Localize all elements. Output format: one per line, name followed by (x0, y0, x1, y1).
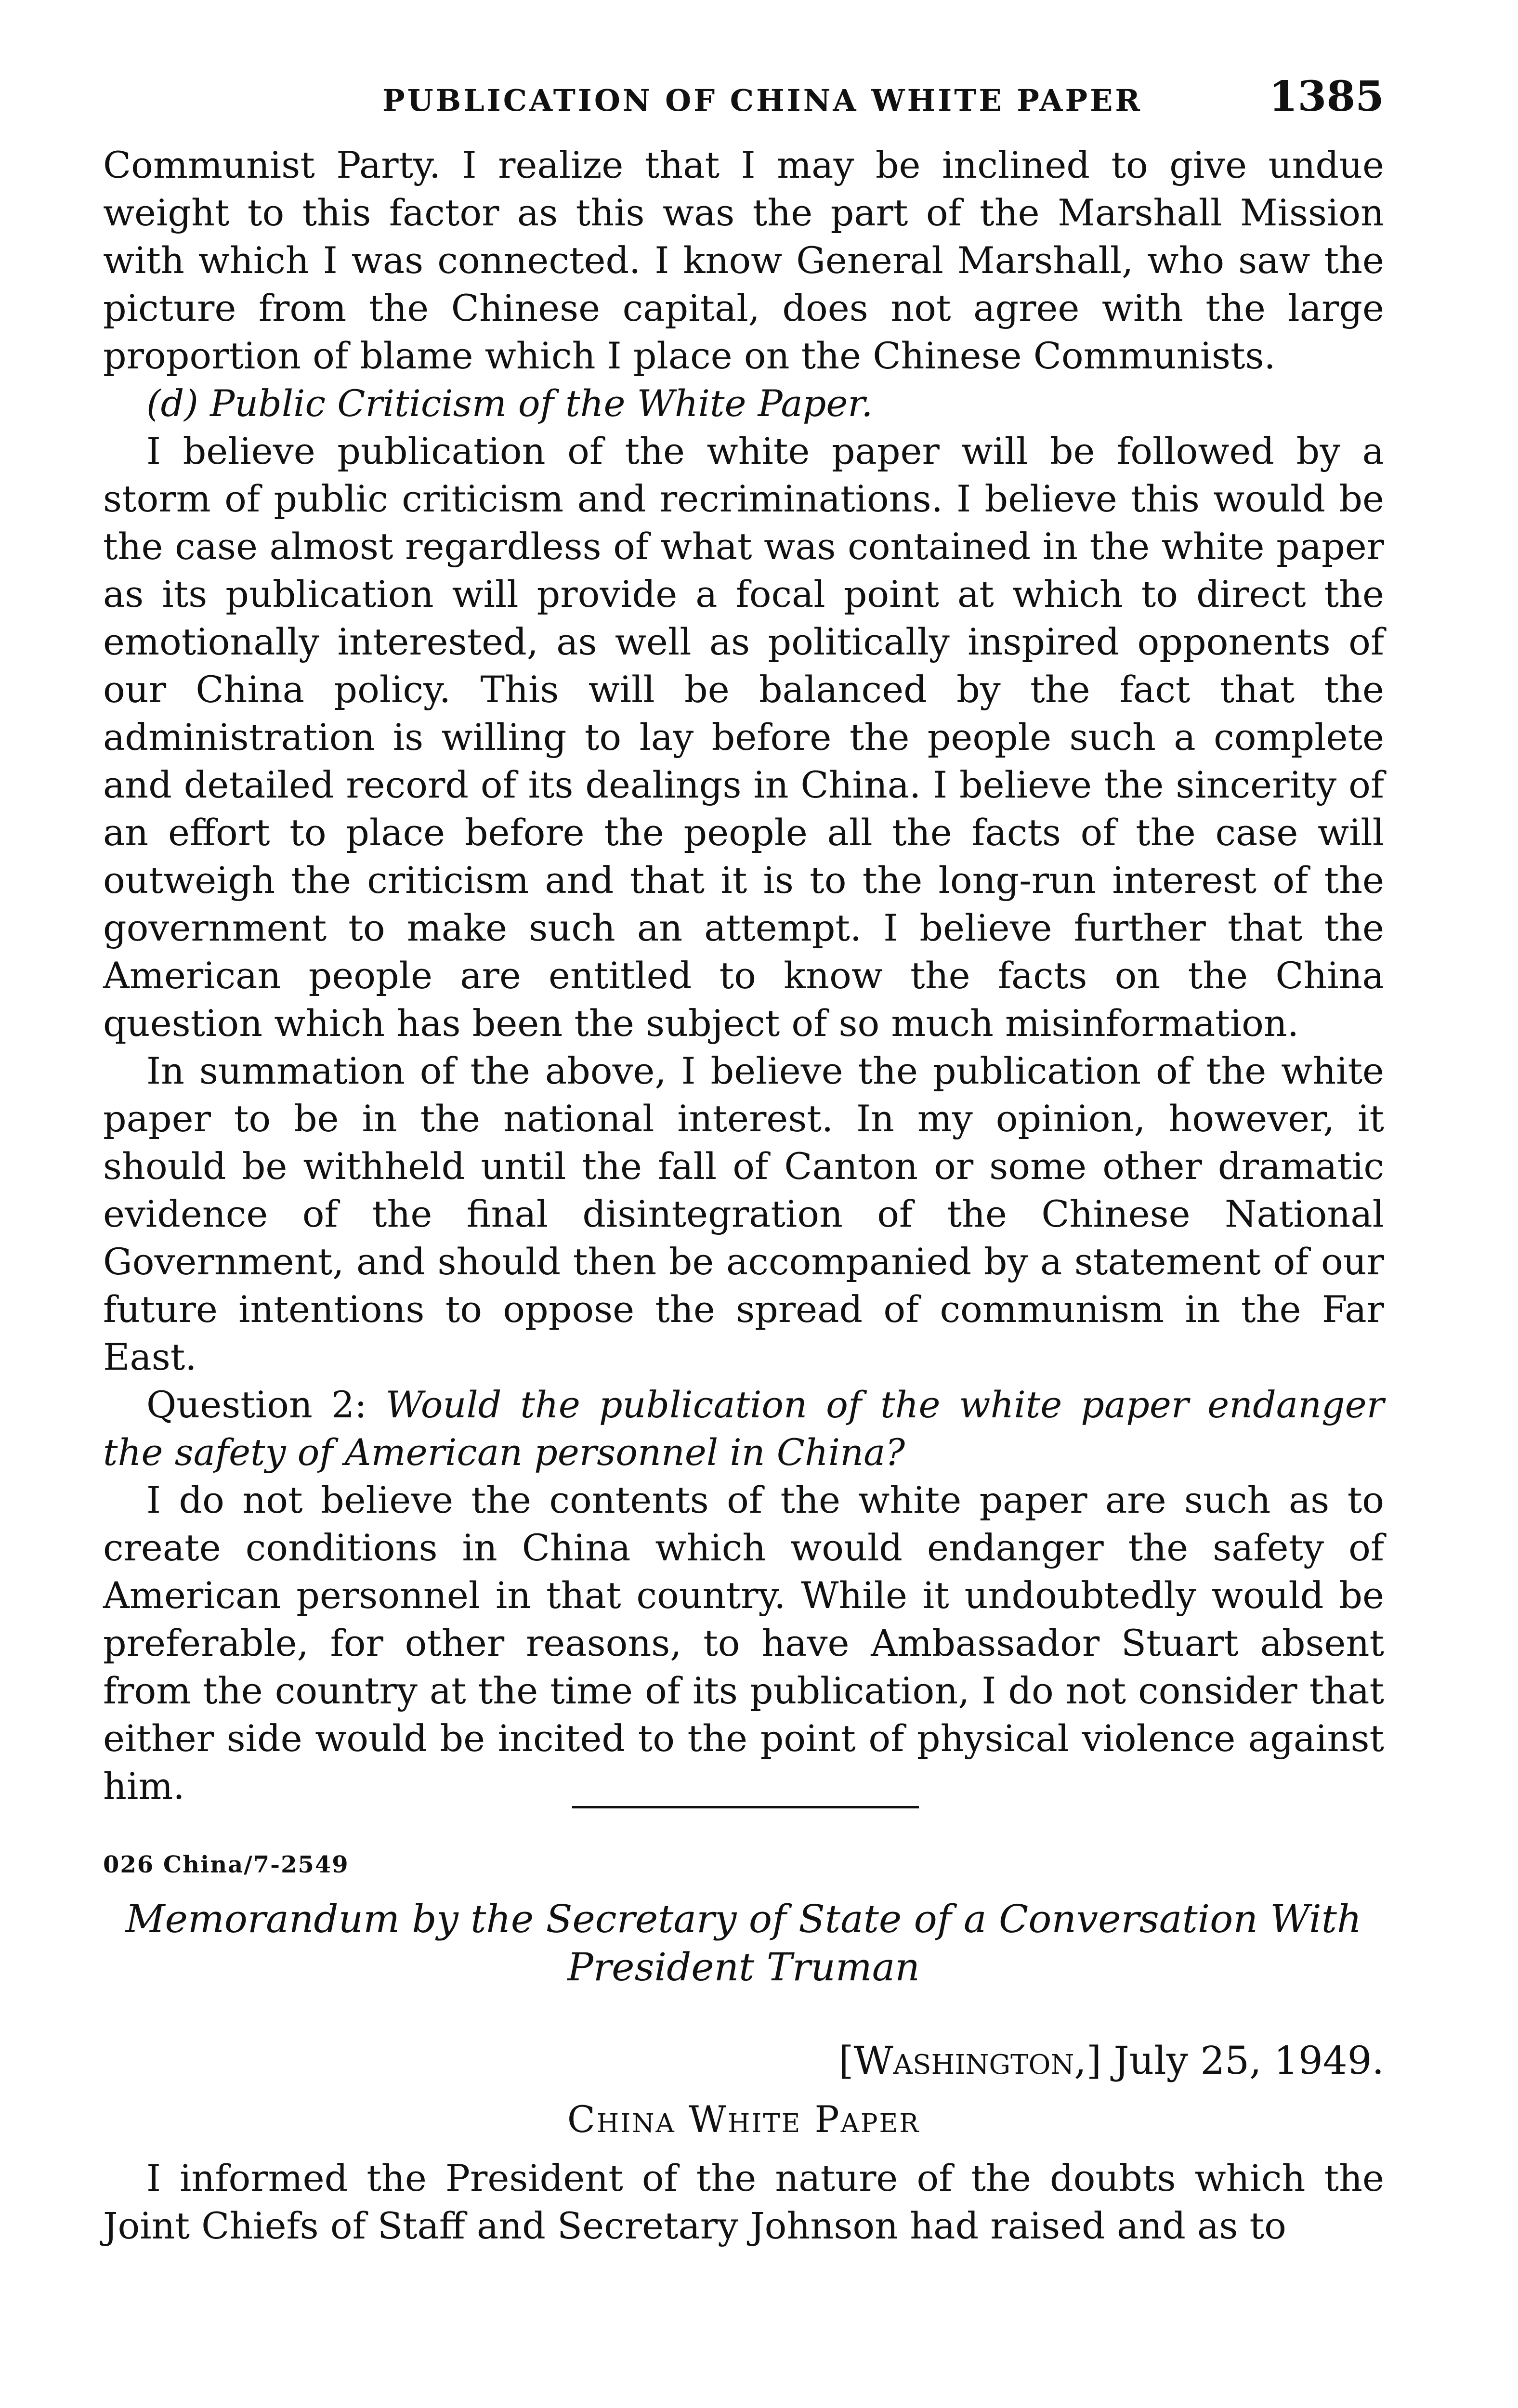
question-2-text: Would the publication of the white paper endanger the safety of American personnel in China? (103, 1383, 1384, 1474)
paragraph-public-criticism: I believe publication of the white paper will be followed by a storm of public criticism and recriminations. I believe this would be the case almost regardless of what was contained in the white paper as its publication will provide a focal point at which to direct the emotionally interested, as well as politically inspired opponents of our China policy. This will be balanced by the fact that the administration is willing to lay before the people such a complete and detailed record of its dealings in China. I believe the sincerity of an effort to place before the people all the facts of the case will outweigh the criticism and that it is to the long-run interest of the government to make such an attempt. I believe further that the American people are entitled to know the facts on the China question which has been the subject of so much misinformation. (103, 430, 1384, 1045)
dateline (838, 2038, 1384, 2083)
question-2 (103, 1381, 1384, 1476)
question-2-label: Question 2: (146, 1383, 367, 1426)
page-header (103, 72, 1384, 120)
running-head: PUBLICATION OF CHINA WHITE PAPER (382, 83, 1142, 118)
body-text (103, 141, 1384, 1810)
paragraph-safety: I do not believe the contents of the white paper are such as to create conditions in China which would endanger the safety of American personnel in that country. While it undoubtedly would be preferable, for other reasons, to have Ambassador Stuart absent from the country at the time of its publication, I do not consider that either side would be incited to the point of physical violence against him. (103, 1479, 1384, 1807)
file-reference: 026 China/7-2549 (103, 1851, 349, 1878)
memo-title-line-1: Memorandum by the Secretary of State of a Conversation With (125, 1897, 1362, 1941)
dateline-place: [Washington,] (838, 2038, 1102, 2083)
section-label-d: (d) (146, 382, 198, 425)
memo-title-line-2: President Truman (567, 1945, 920, 1989)
section-divider (572, 1806, 919, 1808)
dateline-date: July 25, 1949. (1113, 2038, 1384, 2083)
memo-body (103, 2154, 1384, 2250)
section-heading-d (103, 380, 1384, 427)
section-title-d: Public Criticism of the White Paper. (210, 382, 873, 425)
paragraph-summation: In summation of the above, I believe the publication of the white paper to be in the national interest. In my opinion, however, it should be withheld until the fall of Canton or some other dramatic evidence of the final disintegration of the Chinese National Government, and should then be accompanied by a statement of our future intentions to oppose the spread of communism in the Far East. (103, 1049, 1384, 1378)
memo-paragraph-1: I informed the President of the nature of the doubts which the Joint Chiefs of Staff and Secretary Johnson had raised and as to (103, 2157, 1384, 2247)
memo-title (103, 1895, 1384, 1991)
page-number: 1385 (1269, 72, 1384, 121)
paragraph-continued: Communist Party. I realize that I may be inclined to give undue weight to this factor as this was the part of the Marshall Mission with which I was connected. I know General Marshall, who saw the picture from the Chinese capital, does not agree with the large proportion of blame which I place on the Chinese Communists. (103, 144, 1384, 377)
memo-subhead: China White Paper (567, 2098, 920, 2141)
